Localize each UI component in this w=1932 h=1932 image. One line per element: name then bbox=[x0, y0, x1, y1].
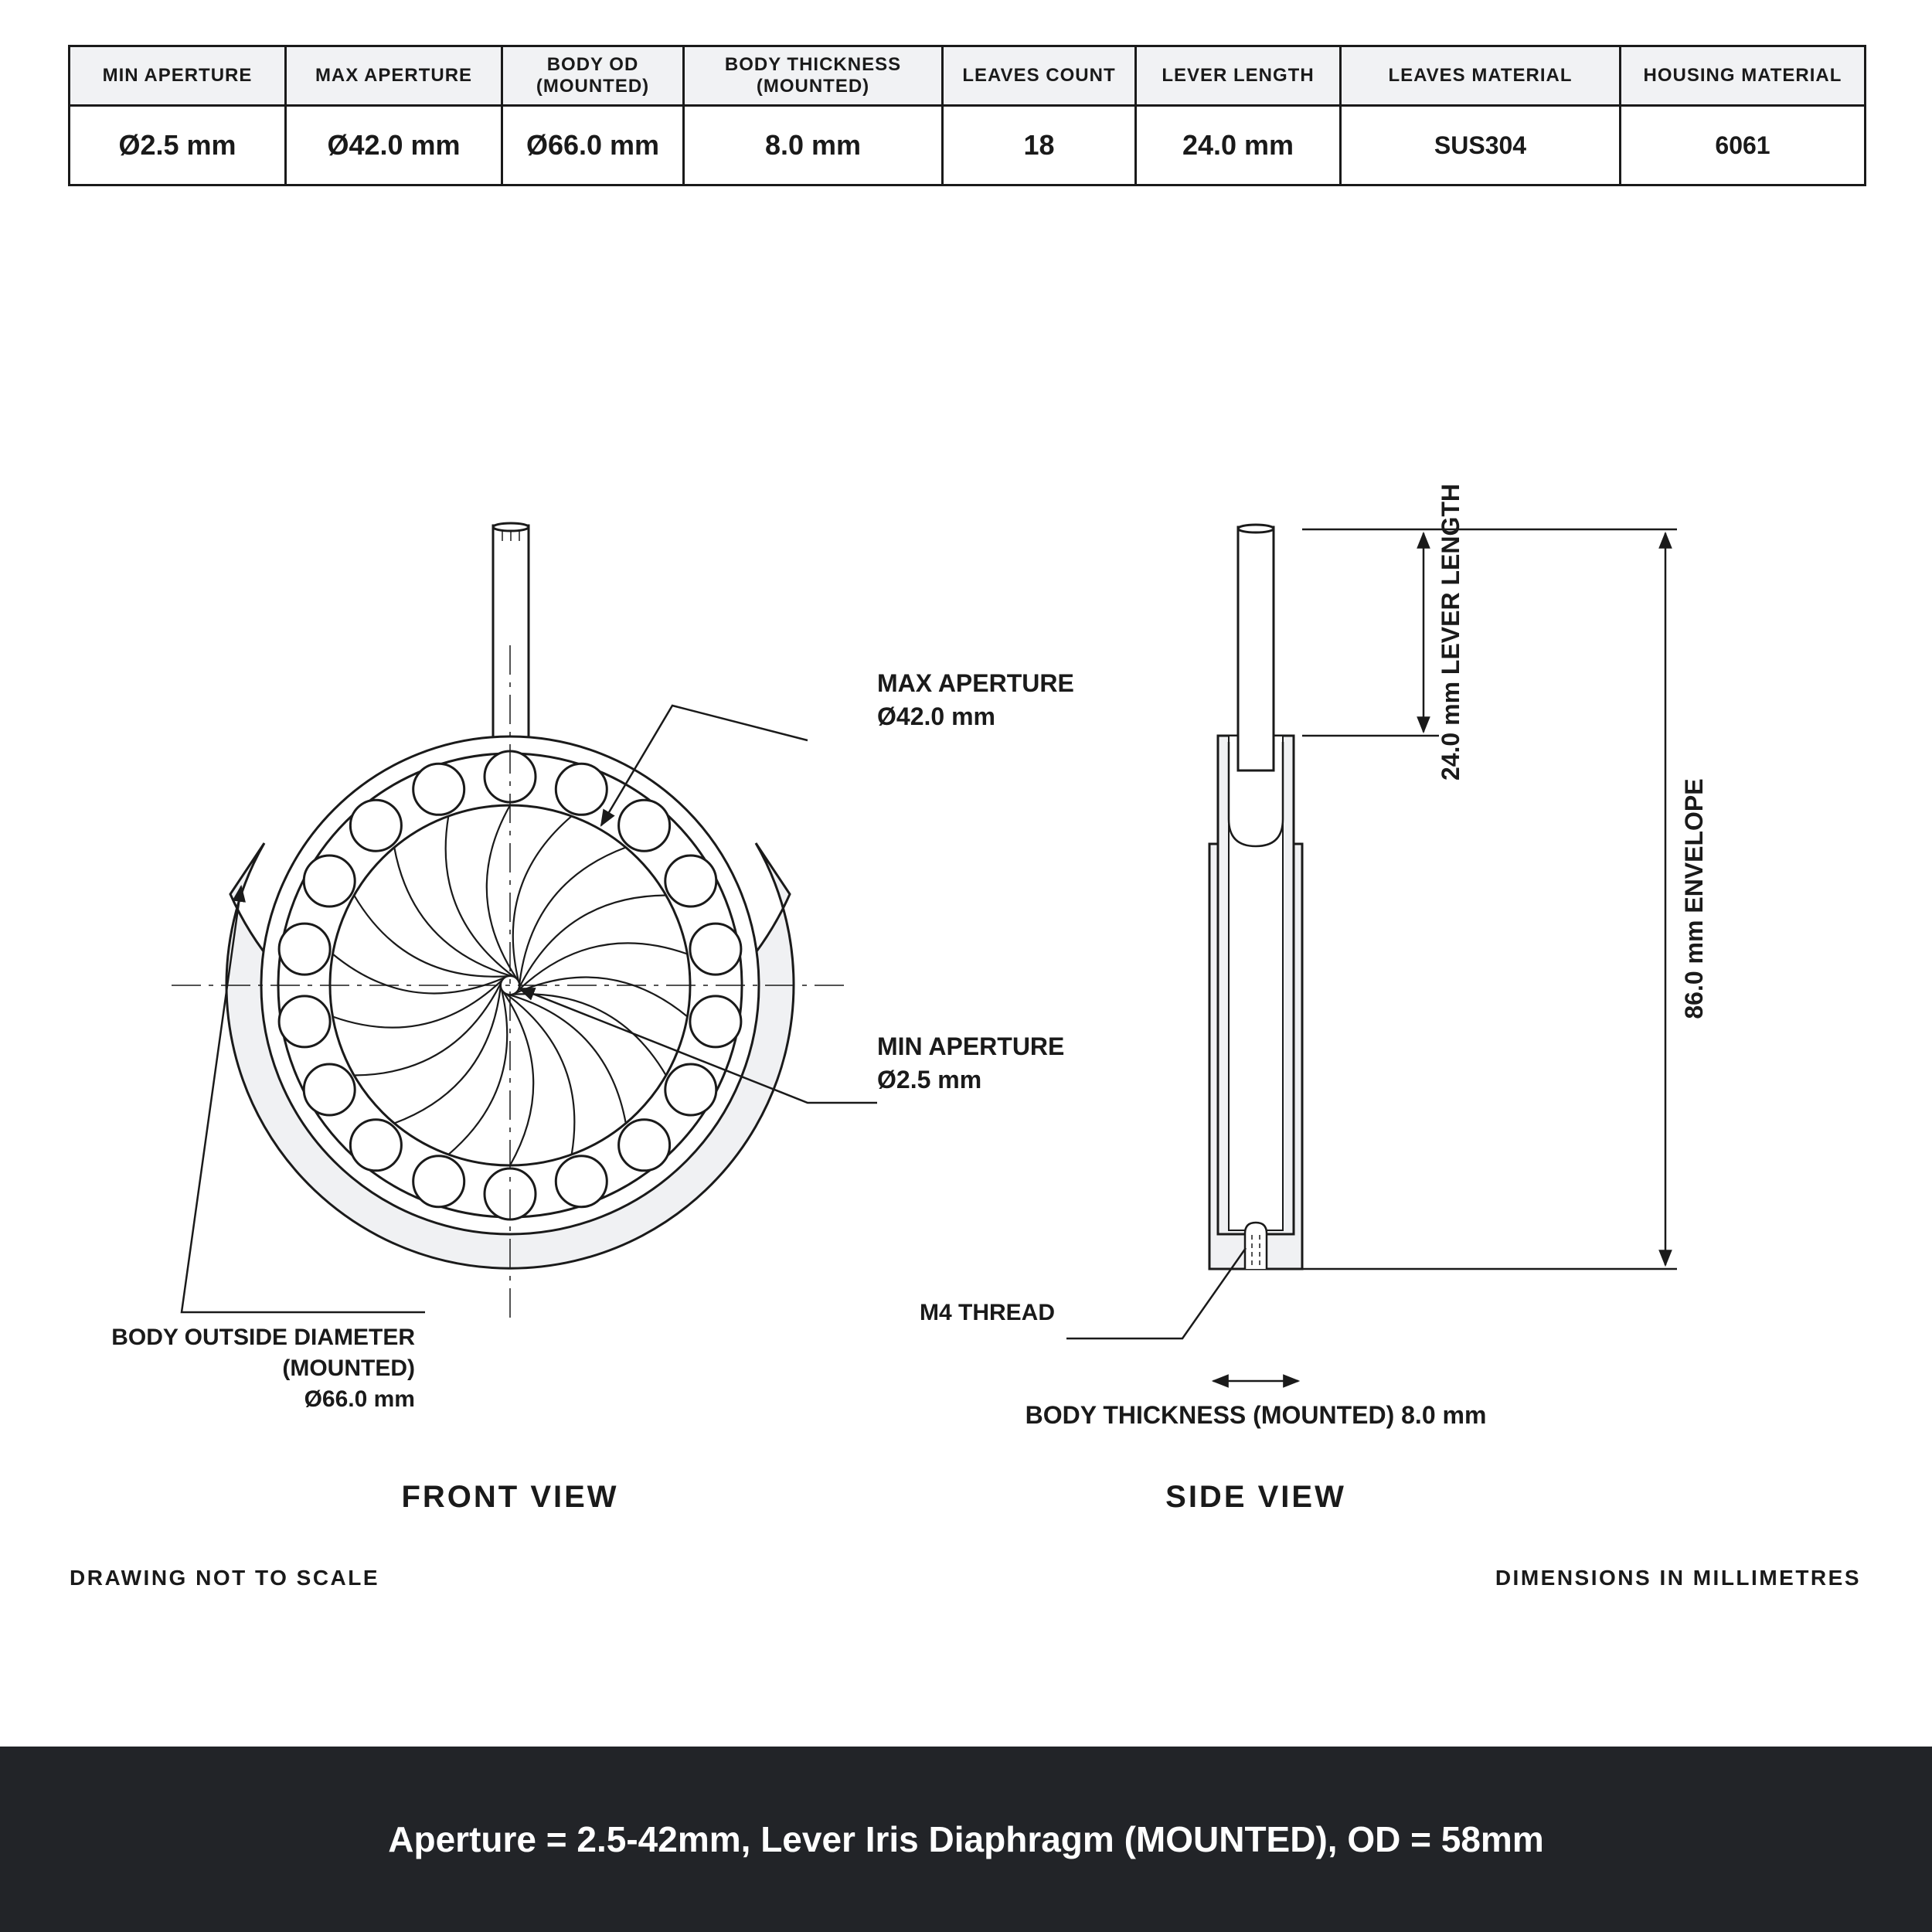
spec-value-housing-material: 6061 bbox=[1621, 106, 1866, 185]
spec-header-body-od-text: BODY OD (MOUNTED) bbox=[536, 54, 650, 97]
side-view-labels bbox=[920, 484, 1708, 1514]
bearing-ball bbox=[556, 764, 607, 815]
max-aperture-value: Ø42.0 mm bbox=[877, 702, 995, 730]
lever-length-label: 24.0 mm LEVER LENGTH bbox=[1437, 483, 1464, 781]
body-od-label-line2: (MOUNTED) bbox=[282, 1355, 415, 1381]
bearing-ball bbox=[304, 855, 355, 906]
bearing-ball bbox=[279, 996, 330, 1047]
spec-header-min-aperture: MIN APERTURE bbox=[70, 46, 286, 106]
side-view bbox=[1066, 525, 1677, 1381]
max-aperture-label: MAX APERTURE bbox=[877, 669, 1074, 697]
front-view-title: FRONT VIEW bbox=[401, 1480, 619, 1514]
bearing-ball bbox=[350, 800, 401, 851]
drawing-notes bbox=[70, 1566, 1861, 1590]
bearing-ball bbox=[665, 855, 716, 906]
bearing-ball bbox=[413, 764, 464, 815]
spec-header-max-aperture: MAX APERTURE bbox=[286, 46, 502, 106]
body-od-value: Ø66.0 mm bbox=[304, 1386, 415, 1412]
bearing-ball bbox=[350, 1120, 401, 1171]
spec-header-leaves-material: LEAVES MATERIAL bbox=[1341, 46, 1621, 106]
bearing-ball bbox=[690, 923, 741, 975]
spec-header-lever-length: LEVER LENGTH bbox=[1136, 46, 1341, 106]
front-view bbox=[172, 523, 877, 1325]
footer-caption: Aperture = 2.5-42mm, Lever Iris Diaphragm (MOUNTED), OD = 58mm bbox=[388, 1819, 1544, 1859]
spec-header-body-thickness-text: BODY THICKNESS (MOUNTED) bbox=[724, 54, 902, 97]
note-dimensions-unit: DIMENSIONS IN MILLIMETRES bbox=[1495, 1566, 1861, 1590]
bearing-ball bbox=[304, 1064, 355, 1115]
bearing-ball bbox=[665, 1064, 716, 1115]
spec-header-housing-material: HOUSING MATERIAL bbox=[1621, 46, 1866, 106]
bearing-ball bbox=[619, 1120, 670, 1171]
envelope-label: 86.0 mm ENVELOPE bbox=[1680, 778, 1708, 1019]
spec-value-lever-length: 24.0 mm bbox=[1136, 106, 1341, 185]
bearing-ball bbox=[690, 996, 741, 1047]
spec-header-leaves-count: LEAVES COUNT bbox=[943, 46, 1136, 106]
side-view-title: SIDE VIEW bbox=[1165, 1480, 1346, 1514]
thickness-label: BODY THICKNESS (MOUNTED) 8.0 mm bbox=[1025, 1401, 1487, 1429]
spec-value-max-aperture: Ø42.0 mm bbox=[286, 106, 502, 185]
front-lever bbox=[493, 523, 529, 742]
footer-caption-bar bbox=[0, 1747, 1932, 1932]
bearing-ball bbox=[556, 1156, 607, 1207]
min-aperture-value: Ø2.5 mm bbox=[877, 1066, 982, 1094]
note-not-to-scale: DRAWING NOT TO SCALE bbox=[70, 1566, 380, 1590]
spec-value-body-od: Ø66.0 mm bbox=[502, 106, 684, 185]
side-lever-tip bbox=[1238, 525, 1274, 532]
bearing-ball bbox=[279, 923, 330, 975]
bearing-ball bbox=[413, 1156, 464, 1207]
spec-value-leaves-material: SUS304 bbox=[1341, 106, 1621, 185]
bearing-ball bbox=[619, 800, 670, 851]
m4-thread-label: M4 THREAD bbox=[919, 1300, 1055, 1325]
spec-value-leaves-count: 18 bbox=[943, 106, 1136, 185]
spec-value-min-aperture: Ø2.5 mm bbox=[70, 106, 286, 185]
m4-thread bbox=[1245, 1223, 1267, 1269]
spec-value-body-thickness: 8.0 mm bbox=[684, 106, 943, 185]
side-lever bbox=[1238, 527, 1274, 770]
min-aperture-label: MIN APERTURE bbox=[877, 1032, 1065, 1060]
body-od-label-line1: BODY OUTSIDE DIAMETER bbox=[111, 1325, 415, 1350]
